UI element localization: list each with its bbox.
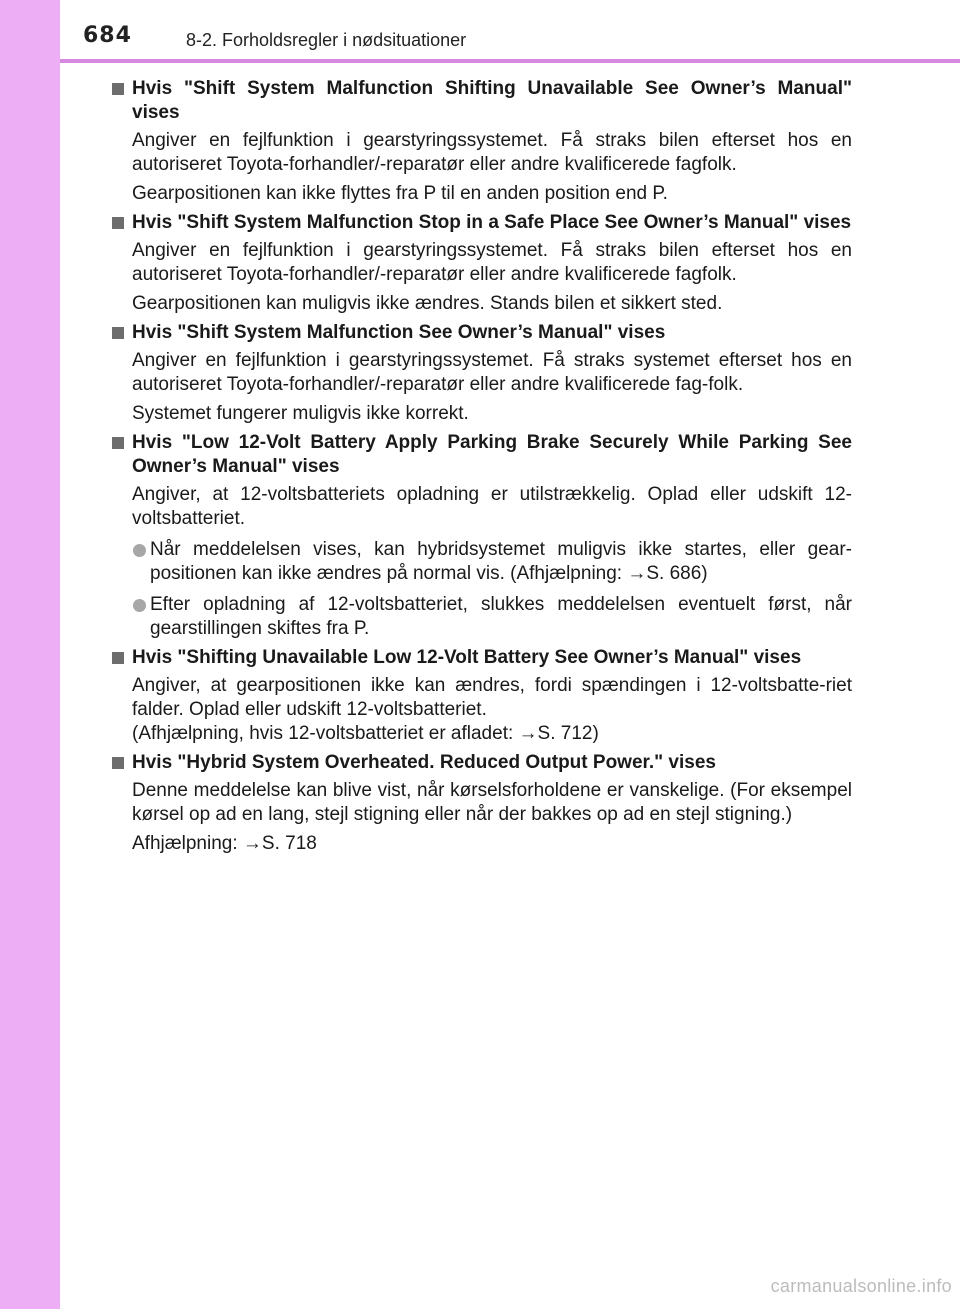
header-rule xyxy=(60,59,960,63)
heading-low-battery-parking: Hvis "Low 12-Volt Battery Apply Parking Brake Securely While Parking See Owner’s Manual" vises xyxy=(112,431,852,479)
heading-stop-safe-place: Hvis "Shift System Malfunction Stop in a Safe Place See Owner’s Manual" vises xyxy=(112,211,852,235)
heading-shift-malfunction: Hvis "Shift System Malfunction See Owner’s Manual" vises xyxy=(112,321,852,345)
paragraph: Denne meddelelse kan blive vist, når kørselsforholdene er vanskelige. (For eksempel kørsel op ad en lang, stejl stigning eller når der bakkes op ad en stejl stigning.) xyxy=(132,780,852,825)
square-bullet-icon xyxy=(112,217,124,229)
square-bullet-icon xyxy=(112,83,124,95)
paragraph: Gearpositionen kan muligvis ikke ændres. Stands bilen et sikkert sted. xyxy=(132,293,723,314)
square-bullet-icon xyxy=(112,652,124,664)
watermark-text: carmanualsonline.info xyxy=(770,1276,952,1296)
round-bullet-icon xyxy=(133,544,146,557)
heading-shifting-unavailable-low-battery: Hvis "Shifting Unavailable Low 12-Volt Battery See Owner’s Manual" vises xyxy=(112,646,852,670)
square-bullet-icon xyxy=(112,437,124,449)
paragraph: Systemet fungerer muligvis ikke korrekt. xyxy=(132,403,469,424)
heading-hybrid-overheated: Hvis "Hybrid System Overheated. Reduced Output Power." vises xyxy=(112,751,852,775)
list-item: Efter opladning af 12-voltsbatteriet, slukkes meddelelsen eventuelt først, når gearstillingen skiftes fra P. xyxy=(112,593,852,641)
section-title: 8-2. Forholdsregler i nødsituationer xyxy=(186,30,467,50)
paragraph: Angiver en fejlfunktion i gearstyringssystemet. Få straks bilen efterset hos en autoriseret Toyota-forhandler/-reparatør eller andre kvalificerede fagfolk. xyxy=(132,130,852,175)
list-item: Når meddelelsen vises, kan hybridsystemet muligvis ikke startes, eller gear-positionen kan ikke ændres på normal vis. (Afhjælpning: →S. 686) xyxy=(112,538,852,586)
square-bullet-icon xyxy=(112,327,124,339)
paragraph: Angiver, at gearpositionen ikke kan ændres, fordi spændingen i 12-voltsbatte-riet falder. Oplad eller udskift 12-voltsbatteriet. (Afhjælpning, hvis 12-voltsbatteriet er afladet: →S. 712) xyxy=(132,675,852,744)
page-content xyxy=(112,72,852,856)
paragraph: Angiver en fejlfunktion i gearstyringssystemet. Få straks systemet efterset hos en autoriseret Toyota-forhandler/-reparatør eller andre kvalificerede fag-folk. xyxy=(132,350,852,395)
heading-shift-unavailable: Hvis "Shift System Malfunction Shifting Unavailable See Owner’s Manual" vises xyxy=(112,77,852,125)
paragraph: Angiver en fejlfunktion i gearstyringssystemet. Få straks bilen efterset hos en autoriseret Toyota-forhandler/-reparatør eller andre kvalificerede fagfolk. xyxy=(132,240,852,285)
side-color-strip xyxy=(0,0,60,1309)
page-number: 684 xyxy=(83,23,132,48)
paragraph: Afhjælpning: →S. 718 xyxy=(132,833,317,854)
paragraph: Angiver, at 12-voltsbatteriets opladning er utilstrækkelig. Oplad eller udskift 12-voltsbatteriet. xyxy=(132,484,852,529)
round-bullet-icon xyxy=(133,599,146,612)
paragraph: Gearpositionen kan ikke flyttes fra P til en anden position end P. xyxy=(132,183,668,204)
square-bullet-icon xyxy=(112,757,124,769)
